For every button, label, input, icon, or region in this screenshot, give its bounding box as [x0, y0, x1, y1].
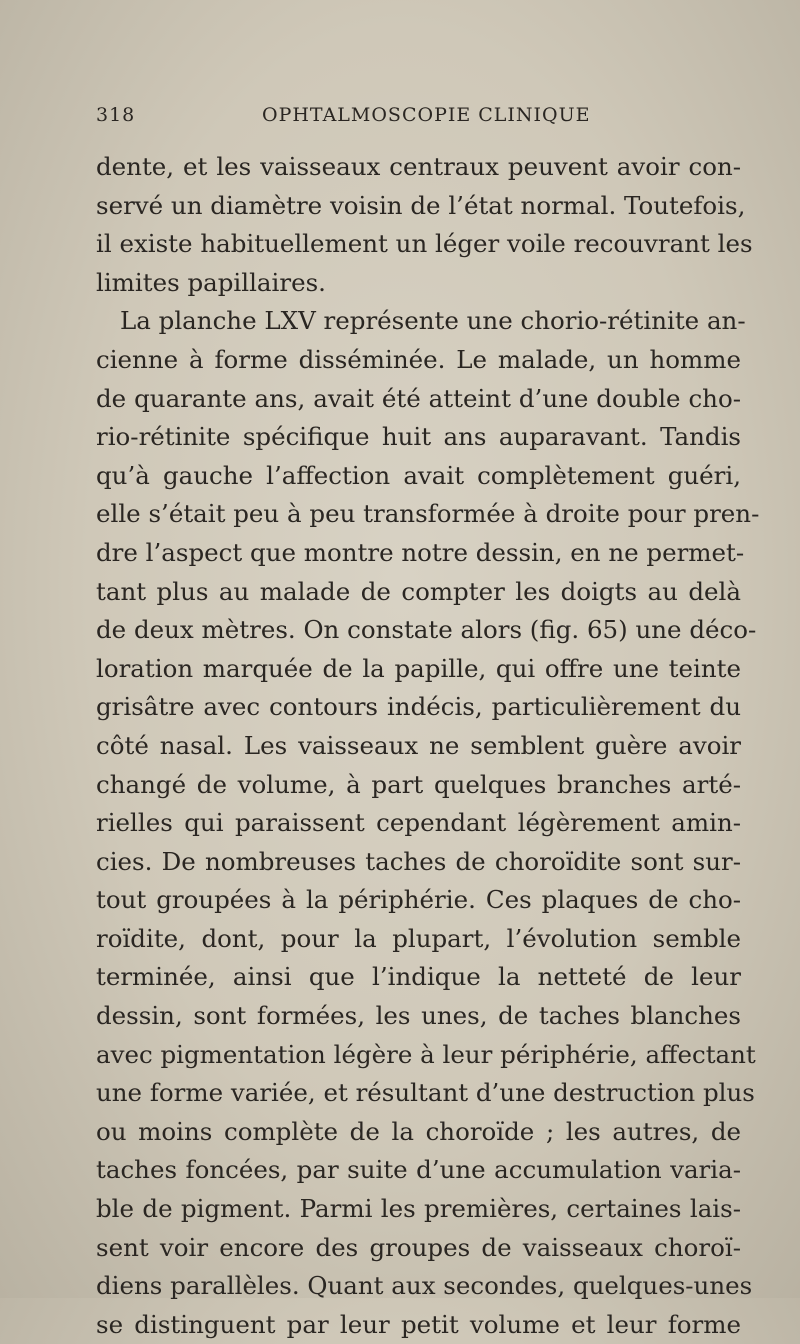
text-line: limites papillaires.: [96, 267, 326, 297]
text-line: roïdite, dont, pour la plupart, l’évolution semble: [96, 923, 741, 953]
text-line: se distinguent par leur petit volume et leur forme: [96, 1309, 741, 1339]
running-title: OPHTALMOSCOPIE CLINIQUE: [262, 104, 591, 126]
text-line: servé un diamètre voisin de l’état normal. Toutefois,: [96, 190, 746, 220]
text-line: tout groupées à la périphérie. Ces plaques de cho-: [96, 885, 741, 915]
text-line: loration marquée de la papille, qui offre une teinte: [96, 653, 741, 683]
text-line: cies. De nombreuses taches de choroïdite sont sur-: [96, 846, 741, 876]
text-line: une forme variée, et résultant d’une destruction plus: [96, 1078, 755, 1108]
text-line: grisâtre avec contours indécis, particulièrement du: [96, 692, 741, 722]
text-line: changé de volume, à part quelques branches arté-: [96, 769, 741, 799]
page-header: [96, 104, 736, 134]
text-line: rielles qui paraissent cependant légèrement amin-: [96, 808, 741, 838]
text-line: de deux mètres. On constate alors (fig. 65) une déco-: [96, 615, 757, 645]
text-line: diens parallèles. Quant aux secondes, quelques-unes: [96, 1271, 753, 1301]
text-line: cienne à forme disséminée. Le malade, un homme: [96, 344, 741, 374]
text-line: ou moins complète de la choroïde ; les autres, de: [96, 1116, 741, 1146]
text-line: avec pigmentation légère à leur périphérie, affectant: [96, 1039, 756, 1069]
text-line: dessin, sont formées, les unes, de taches blanches: [96, 1001, 741, 1031]
text-line: de quarante ans, avait été atteint d’une double cho-: [96, 383, 741, 413]
text-line: terminée, ainsi que l’indique la netteté de leur: [96, 962, 741, 992]
text-line: côté nasal. Les vaisseaux ne semblent guère avoir: [96, 730, 741, 760]
text-line: qu’à gauche l’affection avait complètement guéri,: [96, 460, 741, 490]
text-line: taches foncées, par suite d’une accumulation varia-: [96, 1155, 741, 1185]
page-number: 318: [96, 104, 136, 126]
text-line: sent voir encore des groupes de vaisseaux choroï-: [96, 1232, 741, 1262]
body-text: [96, 148, 760, 1344]
text-line: il existe habituellement un léger voile recouvrant les: [96, 229, 753, 259]
text-line: elle s’était peu à peu transformée à droite pour pren-: [96, 499, 760, 529]
text-line: La planche LXV représente une chorio-rétinite an-: [120, 306, 746, 336]
text-line: dente, et les vaisseaux centraux peuvent avoir con-: [96, 152, 741, 181]
text-line: ble de pigment. Parmi les premières, certaines lais-: [96, 1194, 741, 1224]
text-line: tant plus au malade de compter les doigts au delà: [96, 576, 741, 606]
text-line: dre l’aspect que montre notre dessin, en ne permet-: [96, 537, 745, 567]
text-line: rio-rétinite spécifique huit ans auparavant. Tandis: [96, 422, 741, 452]
